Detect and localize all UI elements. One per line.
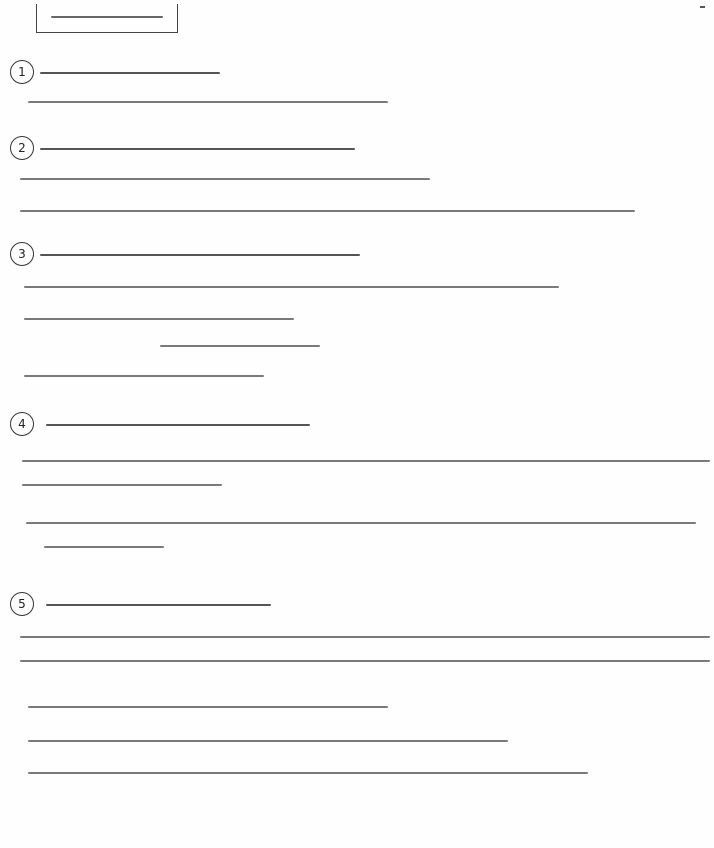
title-text-line xyxy=(51,16,163,18)
section-heading-line xyxy=(40,254,360,256)
section-number: 4 xyxy=(10,412,34,436)
text-line xyxy=(24,318,294,320)
text-line xyxy=(160,345,320,347)
text-line xyxy=(28,101,388,103)
section-heading-line xyxy=(46,604,271,606)
text-line xyxy=(28,740,508,742)
section-heading-line xyxy=(40,148,355,150)
section-heading-line xyxy=(46,424,310,426)
section-heading-line xyxy=(40,72,220,74)
text-line xyxy=(24,375,264,377)
section-number: 1 xyxy=(10,60,34,84)
text-line xyxy=(20,178,430,180)
text-line xyxy=(28,772,588,774)
text-line xyxy=(20,660,710,662)
page-title xyxy=(36,4,178,33)
section-number: 2 xyxy=(10,136,34,160)
text-line xyxy=(20,636,710,638)
text-line xyxy=(22,460,710,462)
text-line xyxy=(24,286,559,288)
text-line xyxy=(20,210,635,212)
section-number: 5 xyxy=(10,592,34,616)
text-line xyxy=(26,522,696,524)
section-number: 3 xyxy=(10,242,34,266)
text-line xyxy=(28,706,388,708)
corner-mark xyxy=(700,6,705,8)
text-line xyxy=(44,546,164,548)
text-line xyxy=(22,484,222,486)
